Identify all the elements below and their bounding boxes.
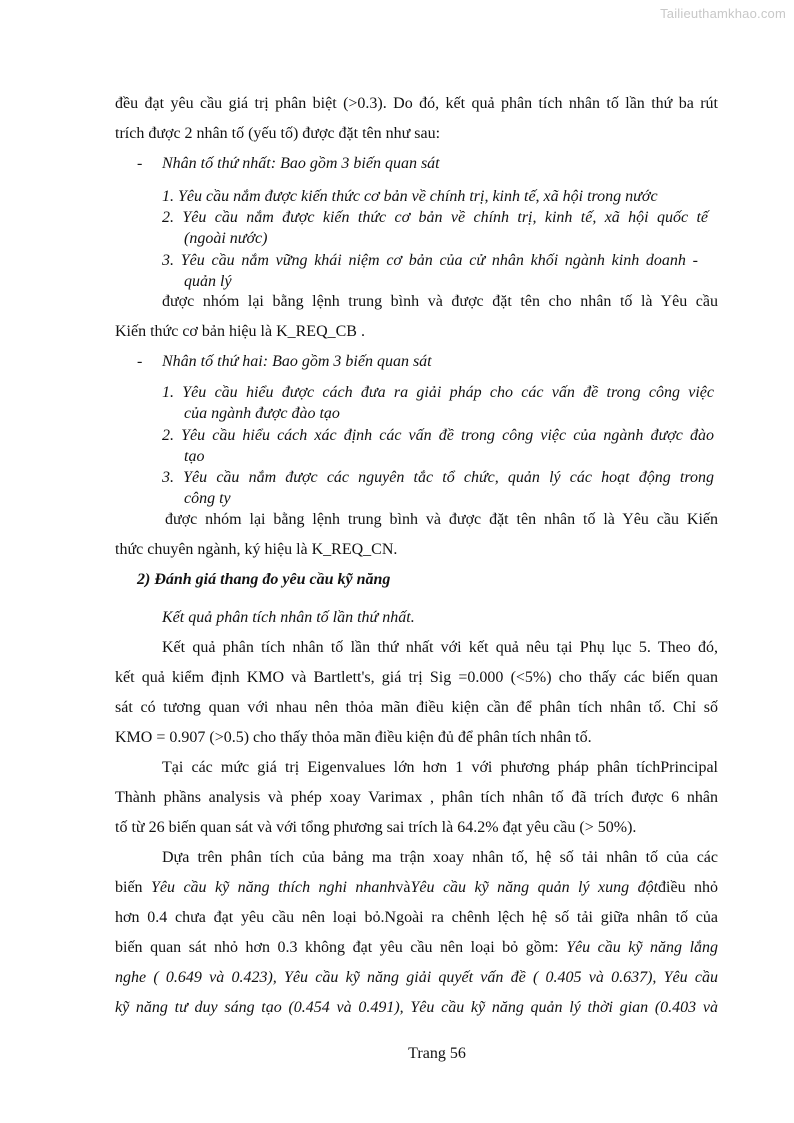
list-dash: - (137, 353, 143, 370)
paragraph-line (115, 878, 718, 898)
text-run: điều nhỏ (658, 879, 719, 896)
list-item: 1. Yêu cầu hiểu được cách đưa ra giải pháp cho các vấn đề trong công việc (162, 384, 714, 401)
list-item-cont: (ngoài nước) (184, 230, 268, 247)
paragraph-line: Kiến thức cơ bản hiệu là K_REQ_CB . (115, 323, 365, 340)
paragraph-line: KMO = 0.907 (>0.5) cho thấy thỏa mãn điều kiện đủ để phân tích nhân tố. (115, 729, 592, 746)
list-item: 1. Yêu cầu nắm được kiến thức cơ bản về chính trị, kinh tế, xã hội trong nước (162, 188, 658, 205)
paragraph-line: được nhóm lại bằng lệnh trung bình và được đặt tên cho nhân tố là Yêu cầu (162, 293, 718, 310)
paragraph-line: nghe ( 0.649 và 0.423), Yêu cầu kỹ năng giải quyết vấn đề ( 0.405 và 0.637), Yêu cầu (115, 969, 718, 986)
paragraph-line: được nhóm lại bằng lệnh trung bình và được đặt tên nhân tố là Yêu cầu Kiến (165, 511, 718, 528)
paragraph-line: sát có tương quan với nhau nên thỏa mãn điều kiện cần để phân tích nhân tố. Chỉ số (115, 699, 718, 716)
list-item-cont: quản lý (184, 273, 232, 290)
paragraph-line: Thành phầns analysis và phép xoay Varimax , phân tích nhân tố đã trích được 6 nhân (115, 789, 718, 806)
paragraph-line: tố từ 26 biến quan sát và với tổng phương sai trích là 64.2% đạt yêu cầu (> 50%). (115, 819, 637, 836)
text-run-italic: Yêu cầu kỹ năng lắng (566, 939, 719, 956)
list-item: 3. Yêu cầu nắm vững khái niệm cơ bản của cử nhân khối ngành kinh doanh - (162, 252, 698, 269)
text-run-italic: Yêu cầu kỹ năng thích nghi nhanh (151, 879, 396, 896)
paragraph-line: Kết quả phân tích nhân tố lần thứ nhất với kết quả nêu tại Phụ lục 5. Theo đó, (162, 639, 718, 656)
paragraph-line (115, 938, 718, 958)
text-run: biến quan sát nhỏ hơn 0.3 không đạt yêu cầu nên loại bỏ gồm: (115, 939, 567, 956)
factor-title: Nhân tố thứ hai: Bao gồm 3 biến quan sát (162, 353, 432, 370)
paragraph-line: trích được 2 nhân tố (yếu tố) được đặt tên như sau: (115, 125, 441, 142)
list-item: 2. Yêu cầu hiểu cách xác định các vấn đề trong công việc của ngành được đào (162, 427, 714, 444)
paragraph-line: thức chuyên ngành, ký hiệu là K_REQ_CN. (115, 541, 398, 558)
text-run: và (395, 879, 411, 896)
paragraph-line: hơn 0.4 chưa đạt yêu cầu nên loại bỏ.Ngoài ra chênh lệch hệ số tải giữa nhân tố của (115, 909, 718, 926)
list-item-cont: của ngành được đào tạo (184, 405, 340, 422)
list-item: 3. Yêu cầu nắm được các nguyên tắc tổ chức, quản lý các hoạt động trong (162, 469, 714, 486)
watermark: Tailieuthamkhao.com (660, 6, 786, 21)
paragraph-line: Tại các mức giá trị Eigenvalues lớn hơn 1 với phương pháp phân tíchPrincipal (162, 759, 718, 776)
list-item-cont: công ty (184, 490, 231, 507)
list-item: 2. Yêu cầu nắm được kiến thức cơ bản về chính trị, kinh tế, xã hội quốc tế (162, 209, 708, 226)
list-dash: - (137, 155, 143, 172)
page-number: Trang 56 (408, 1045, 466, 1062)
text-run: biến (115, 879, 151, 896)
text-run-italic: Yêu cầu kỹ năng quản lý xung đột (410, 879, 659, 896)
list-item-cont: tạo (184, 448, 205, 465)
paragraph-line: kỹ năng tư duy sáng tạo (0.454 và 0.491), Yêu cầu kỹ năng quản lý thời gian (0.403 và (115, 999, 718, 1016)
sub-heading: Kết quả phân tích nhân tố lần thứ nhất. (162, 609, 415, 626)
paragraph-line: Dựa trên phân tích của bảng ma trận xoay nhân tố, hệ số tải nhân tố của các (162, 849, 718, 866)
paragraph-line: đều đạt yêu cầu giá trị phân biệt (>0.3). Do đó, kết quả phân tích nhân tố lần thứ ba rút (115, 95, 718, 112)
factor-title: Nhân tố thứ nhất: Bao gồm 3 biến quan sát (162, 155, 440, 172)
section-heading: 2) Đánh giá thang đo yêu cầu kỹ năng (137, 571, 391, 588)
paragraph-line: kết quả kiểm định KMO và Bartlett's, giá trị Sig =0.000 (<5%) cho thấy các biến quan (115, 669, 718, 686)
